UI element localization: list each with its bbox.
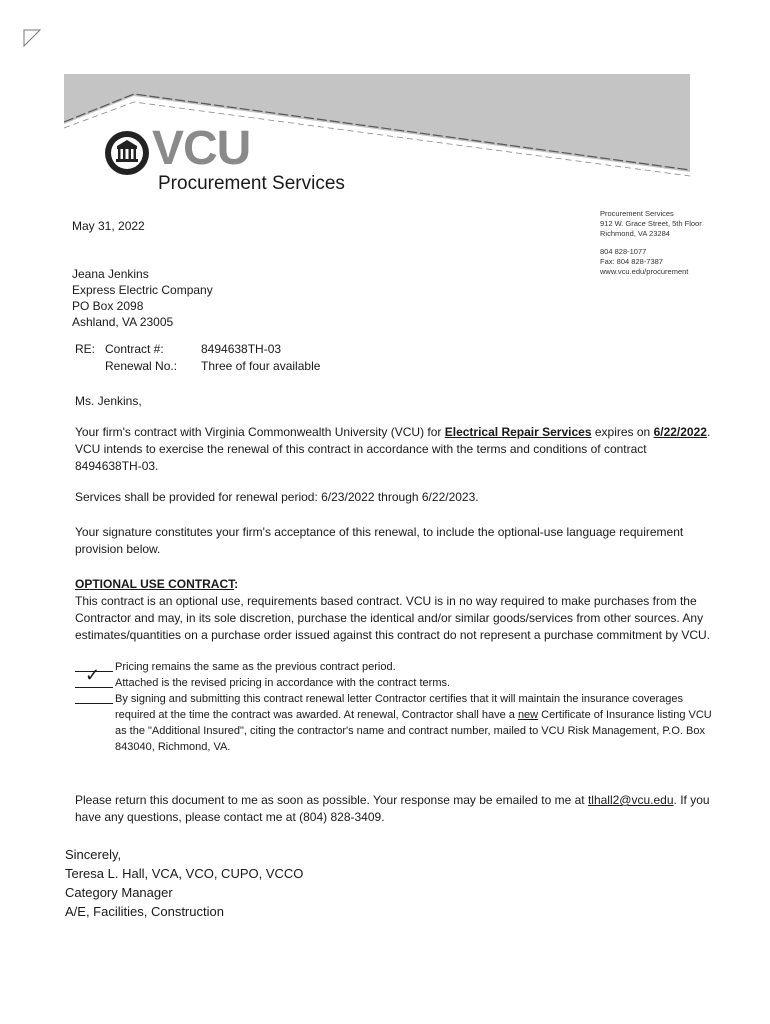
department-name: Procurement Services (158, 173, 345, 194)
closing-sincerely: Sincerely, (65, 847, 122, 862)
p1-text: expires on (591, 425, 654, 439)
signer-division: A/E, Facilities, Construction (65, 904, 224, 919)
service-name: Electrical Repair Services (444, 425, 592, 439)
signer-name: Teresa L. Hall, VCA, VCO, CUPO, VCCO (65, 866, 304, 881)
paragraph-renewal-period: Services shall be provided for renewal period: 6/23/2022 through 6/22/2023. (75, 490, 479, 504)
optional-use-section (75, 576, 715, 644)
closing-block (65, 845, 303, 921)
recipient-name: Jeana Jenkins (72, 267, 149, 281)
expiry-date: 6/22/2022 (653, 425, 707, 439)
checklist-label (115, 691, 715, 755)
heading-colon: : (234, 577, 239, 591)
sender-line: Richmond, VA 23284 (600, 229, 670, 238)
new-emphasis: new (517, 709, 539, 721)
reference-block (75, 341, 320, 375)
optional-use-body: This contract is an optional use, requirements based contract. VCU is in no way required to make purchases from the Contractor and may, in its sole discretion, purchase the identical and/or similar goods/services from other sources. Any estimates/quantities on a purchase order issued against this contract do not represent a purchase commitment by VCU. (75, 594, 710, 642)
sender-contact-block (600, 209, 730, 277)
paragraph-signature-acceptance: Your signature constitutes your firm's acceptance of this renewal, to include the optional-use language requirement provision below. (75, 525, 684, 556)
vcu-seal-icon (104, 130, 150, 176)
contract-number-label: Contract #: (105, 342, 164, 356)
p5-text: . If you have any questions, please contact me at (804) 828-3409. (75, 793, 710, 824)
letter-date: May 31, 2022 (72, 219, 145, 233)
signer-title: Category Manager (65, 885, 173, 900)
optional-use-heading: OPTIONAL USE CONTRACT (75, 577, 235, 591)
insurance-text: By signing and submitting this contract renewal letter Contractor certifies that it will maintain the insurance coverages required at the time the contract was awarded. At renewal, Contractor shall have a (115, 693, 683, 721)
renewal-checklist (75, 659, 715, 755)
salutation: Ms. Jenkins, (75, 394, 142, 408)
contract-number-value: 8494638TH-03 (201, 342, 282, 356)
checklist-item-pricing-same (75, 659, 715, 675)
sender-website: www.vcu.edu/procurement (600, 267, 689, 276)
paragraph-contract-expiry (75, 424, 715, 475)
checklist-item-insurance (75, 691, 715, 755)
checklist-label: Attached is the revised pricing in accordance with the contract terms. (115, 677, 451, 689)
checkbox-line[interactable] (75, 691, 113, 704)
sender-line: 912 W. Grace Street, 5th Floor (600, 219, 702, 228)
checklist-label: Pricing remains the same as the previous contract period. (115, 661, 396, 673)
renewal-number-label: Renewal No.: (105, 359, 178, 373)
checkbox-line-checked[interactable] (75, 665, 113, 688)
vcu-logo-text: VCU (152, 122, 251, 175)
recipient-city: Ashland, VA 23005 (72, 315, 174, 329)
insurance-text: Certificate of Insurance listing VCU as the "Additional Insured", citing the contractor's name and contract number, mailed to VCU Risk Management, P.O. Box 843040, Richmond, VA. (115, 709, 712, 753)
sender-phone: 804 828-1077 (600, 247, 647, 256)
re-label: RE: (75, 342, 96, 356)
renewal-number-value: Three of four available (201, 359, 321, 373)
email-link[interactable]: tlhall2@vcu.edu (587, 793, 674, 807)
paragraph-return-instructions (75, 792, 715, 826)
p5-text: Please return this document to me as soon as possible. Your response may be emailed to me at (75, 793, 588, 807)
checkmark-icon: ✓ (85, 665, 101, 685)
p1-text: . VCU intends to exercise the renewal of this contract in accordance with the terms and conditions of contract 8494638TH-03. (75, 425, 711, 473)
recipient-street: PO Box 2098 (72, 299, 144, 313)
corner-fold-mark (22, 28, 42, 48)
recipient-address (72, 266, 213, 330)
p1-text: Your firm's contract with Virginia Commonwealth University (VCU) for (75, 425, 445, 439)
sender-line: Procurement Services (600, 209, 674, 218)
recipient-company: Express Electric Company (72, 283, 213, 297)
sender-fax: Fax: 804 828-7387 (600, 257, 663, 266)
